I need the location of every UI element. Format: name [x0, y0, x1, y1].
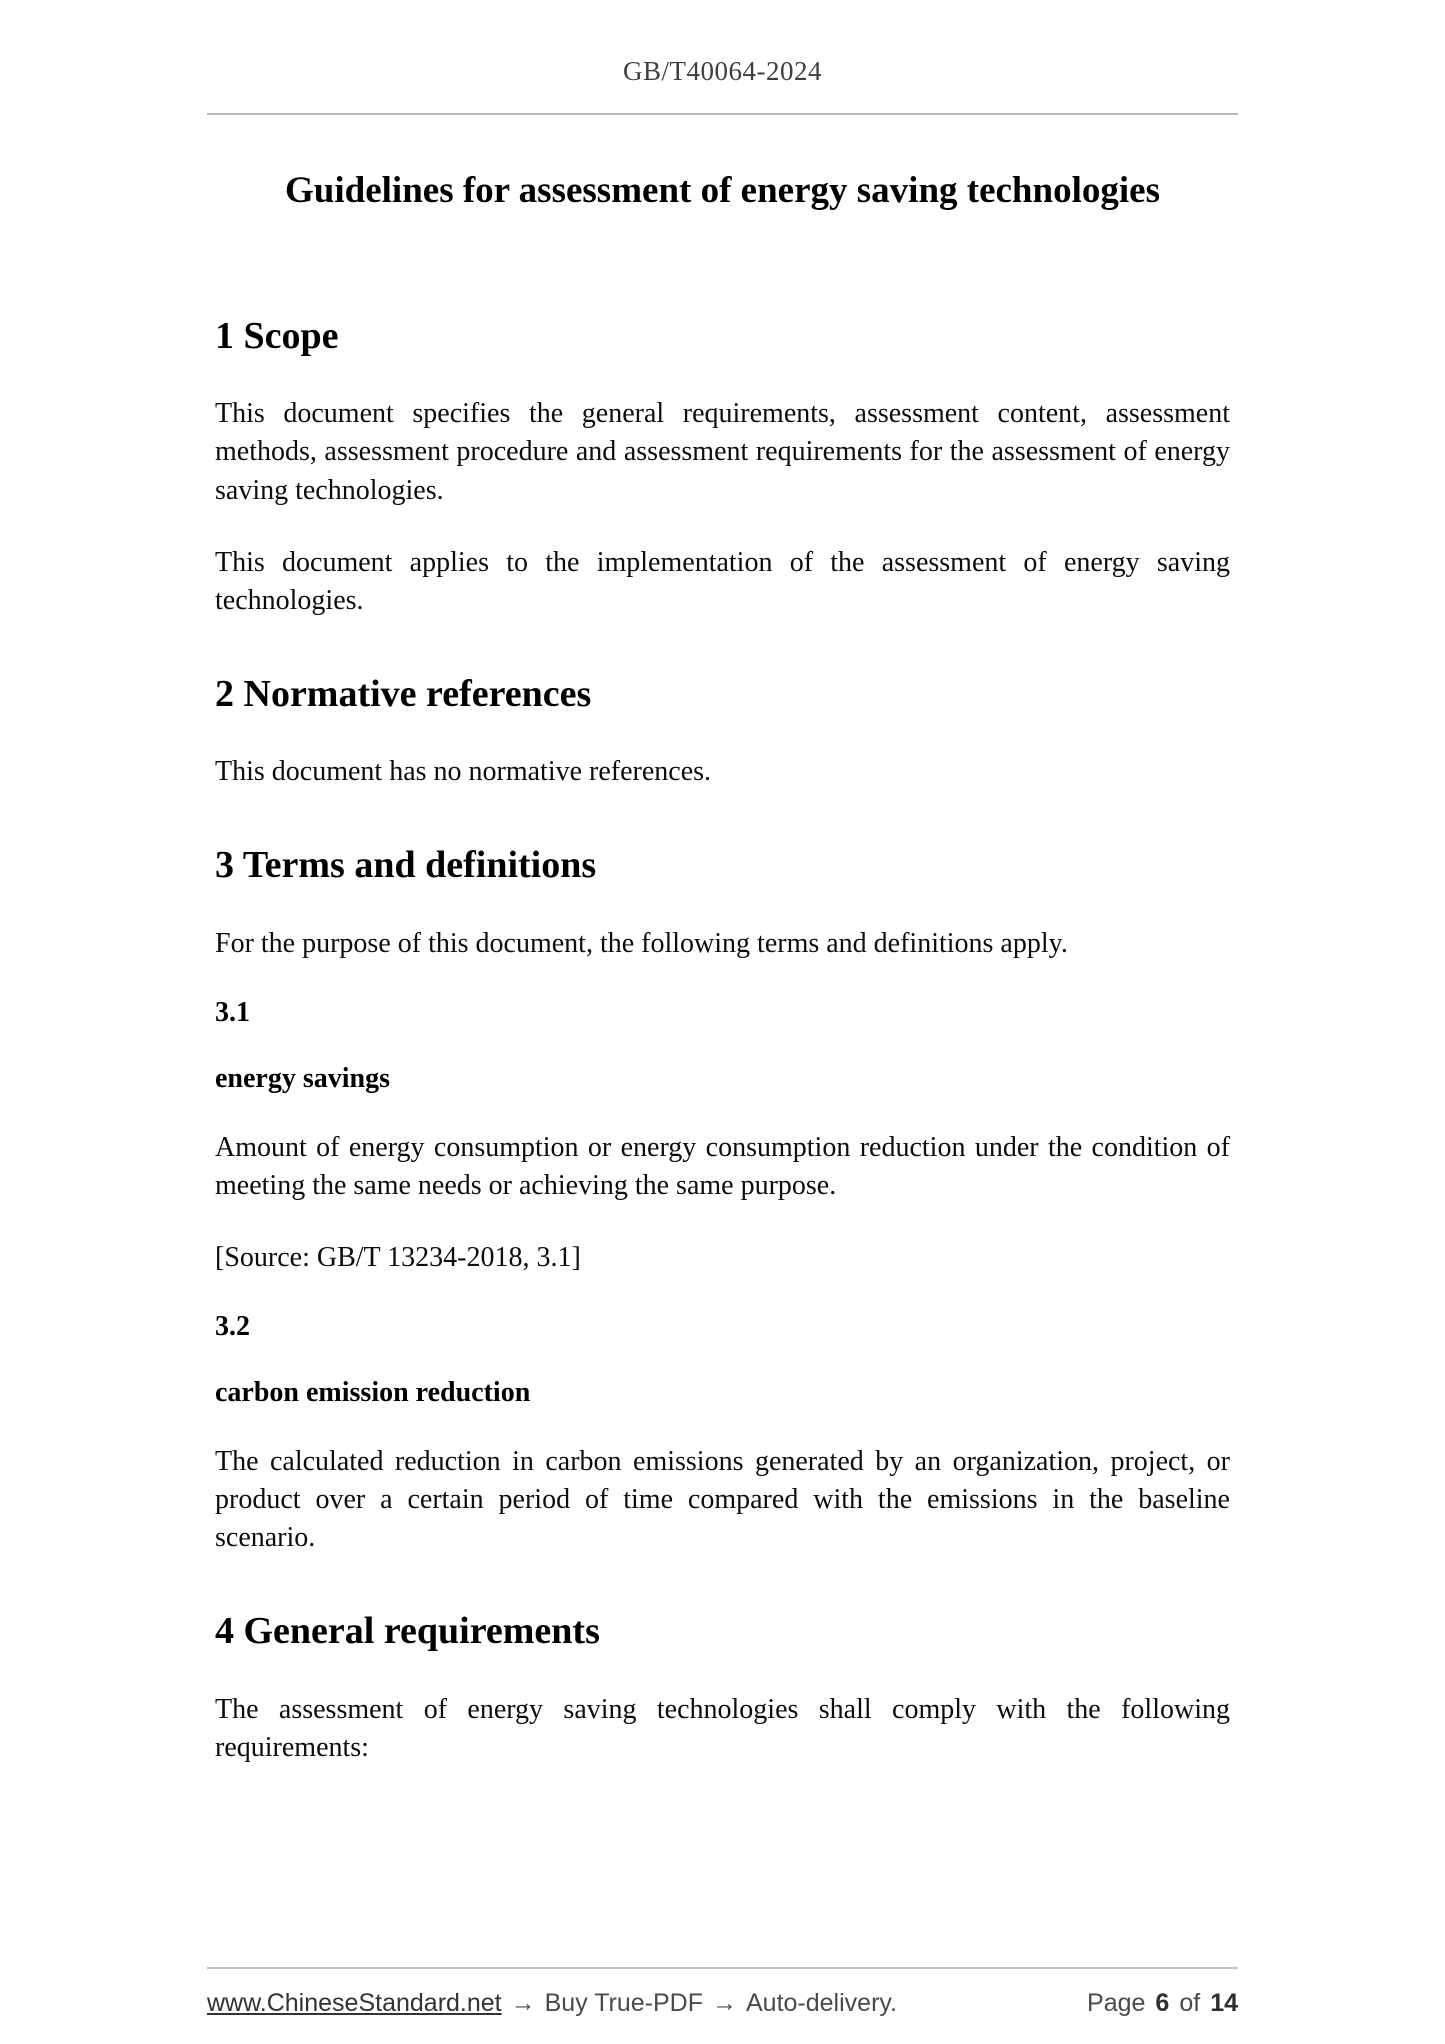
page-total: 14 [1210, 1989, 1238, 2017]
section-heading-terms-definitions: 3 Terms and definitions [215, 844, 597, 887]
term-entry [215, 997, 1230, 1277]
paragraph: The assessment of energy saving technologies shall comply with the following requirements: [215, 1693, 1230, 1763]
arrow-right-icon: → [712, 1989, 737, 2017]
page-label: Page [1087, 1989, 1146, 2017]
section-general-requirements [215, 1607, 1230, 1767]
term-number: 3.1 [215, 996, 250, 1028]
term-entry [215, 1311, 1230, 1557]
term-name: energy savings [215, 1062, 390, 1094]
footer-site-link[interactable]: www.ChineseStandard.net [207, 1989, 502, 2017]
section-heading-general-requirements: 4 General requirements [215, 1610, 600, 1653]
doc-number: GB/T40064-2024 [623, 56, 822, 86]
term-number: 3.2 [215, 1310, 250, 1342]
term-definition: The calculated reduction in carbon emissions generated by an organization, project, or product over a certain period of time compared with the emissions in the baseline scenario. [215, 1445, 1230, 1554]
section-terms-definitions [215, 841, 1230, 1557]
term-source: [Source: GB/T 13234-2018, 3.1] [215, 1241, 581, 1273]
paragraph: This document has no normative references. [215, 756, 712, 788]
section-normative-references [215, 670, 1230, 791]
page-current: 6 [1155, 1989, 1170, 2017]
footer [207, 1967, 1238, 2018]
section-heading-normative-references: 2 Normative references [215, 672, 592, 715]
term-definition: Amount of energy consumption or energy consumption reduction under the condition of meeting the same needs or achieving the same purpose. [215, 1131, 1230, 1201]
of-label: of [1179, 1989, 1201, 2017]
paragraph: This document applies to the implementation of the assessment of energy saving technologies. [215, 546, 1230, 616]
page-title: Guidelines for assessment of energy saving technologies [285, 170, 1160, 211]
page-indicator [1087, 1989, 1238, 2018]
section-scope [215, 312, 1230, 620]
footer-buy-text: Buy True-PDF [544, 1989, 703, 2017]
footer-description [207, 1989, 897, 2018]
paragraph: For the purpose of this document, the following terms and definitions apply. [215, 927, 1068, 959]
header-divider [207, 113, 1238, 115]
section-heading-scope: 1 Scope [215, 315, 339, 357]
footer-delivery-text: Auto-delivery. [746, 1989, 897, 2017]
arrow-right-icon: → [510, 1989, 536, 2017]
paragraph: This document specifies the general requirements, assessment content, assessment methods, assessment procedure and assessment requirements for the assessment of energy saving technologies. [215, 398, 1230, 506]
document-content [0, 169, 1445, 1767]
term-name: carbon emission reduction [215, 1376, 531, 1408]
